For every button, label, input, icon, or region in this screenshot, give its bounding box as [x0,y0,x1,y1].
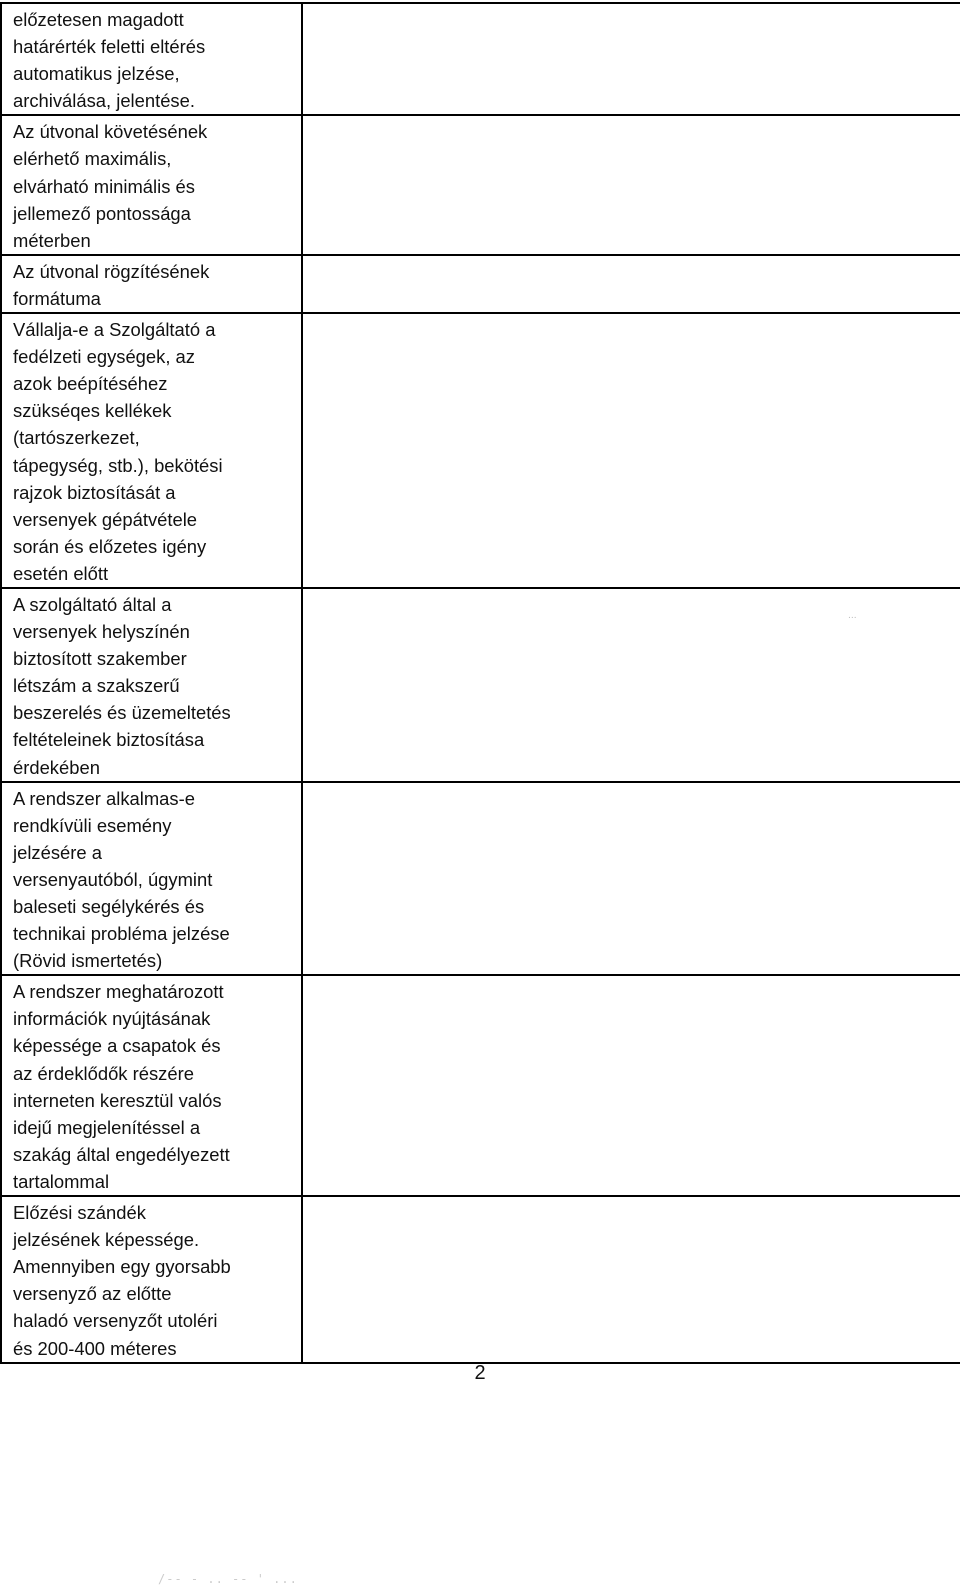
criterion-line: esetén előtt [13,562,109,584]
criterion-cell [1,975,302,1196]
criterion-text [2,256,301,312]
criterion-cell [1,255,302,313]
criterion-line: technikai probléma jelzése [13,923,230,945]
answer-cell[interactable] [302,782,960,976]
criterion-line: létszám a szakszerű [13,675,180,697]
criterion-line: haladó versenyzőt utoléri [13,1310,218,1332]
criterion-line: A rendszer alkalmas-e [13,787,195,809]
table-row [1,782,960,976]
criterion-line: Amennyiben egy gyorsabb [13,1256,231,1278]
table-row [1,975,960,1196]
criterion-line: A szolgáltató által a [13,593,172,615]
criterion-line: A rendszer meghatározott [13,981,224,1003]
criterion-line: határérték feletti eltérés [13,36,206,58]
answer-cell[interactable] [302,588,960,782]
answer-cell[interactable] [302,3,960,115]
criterion-text [2,314,301,587]
criterion-line: információk nyújtásának [13,1008,211,1030]
criterion-line: versenyautóból, úgymint [13,868,213,890]
criterion-line: (Rövid ismertetés) [13,950,163,972]
criterion-text [2,116,301,253]
criterion-line: baleseti segélykérés és [13,896,205,917]
criterion-line: és 200-400 méteres [13,1337,177,1359]
criterion-line: Az útvonal követésének [13,121,208,143]
criterion-line: Az útvonal rögzítésének [13,260,210,282]
criterion-line: szakág által engedélyezett [13,1143,230,1165]
footer-scan-mark: /-- - .. -- ' ... [158,1572,298,1586]
criterion-line: rajzok biztosítását a [13,481,176,503]
criterion-line: érdekében [13,756,100,778]
table-row [1,313,960,588]
criterion-line: versenyző az előtte [13,1283,172,1305]
page-number: 2 [474,1362,486,1384]
criterion-cell [1,115,302,254]
answer-cell[interactable] [302,255,960,313]
criterion-line: jellemező pontossága [13,202,191,224]
criterion-line: versenyek gépátvétele [13,508,198,530]
criterion-line: Előzési szándék [13,1202,146,1224]
table-row [1,255,960,313]
criterion-line: azok beépítéséhez [13,373,168,395]
criterion-line: jelzésére a [13,841,102,863]
criterion-line: rendkívüli esemény [13,814,172,836]
criterion-line: méterben [13,229,91,251]
criterion-line: interneten keresztül valós [13,1089,222,1111]
criterion-line: feltételeinek biztosítása [13,729,205,751]
table-row [1,3,960,115]
criterion-line: biztosított szakember [13,648,187,670]
table-row [1,1196,960,1363]
criterion-line: tartalommal [13,1170,110,1192]
criterion-line: során és előzetes igény [13,535,207,557]
criterion-line: idejű megjelenítéssel a [13,1116,201,1138]
answer-cell[interactable] [302,975,960,1196]
table-row [1,115,960,254]
criterion-text [2,4,301,114]
criterion-line: beszerelés és üzemeltetés [13,702,231,724]
criterion-line: előzetesen magadott [13,9,184,30]
criterion-text [2,783,301,975]
criterion-cell [1,313,302,588]
criterion-line: automatikus jelzése, [13,63,180,85]
criterion-line: szükséqes kellékek [13,400,172,422]
table-body [1,3,960,1363]
answer-cell[interactable] [302,1196,960,1363]
criterion-cell [1,1196,302,1363]
criterion-cell [1,3,302,115]
criterion-line: képessége a csapatok és [13,1035,221,1057]
form-table [0,2,960,1364]
criterion-line: tápegység, stb.), bekötési [13,454,223,476]
answer-cell[interactable] [302,313,960,588]
criterion-line: Vállalja-e a Szolgáltató a [13,319,216,341]
criterion-line: az érdeklődők részére [13,1062,194,1084]
answer-cell[interactable] [302,115,960,254]
criterion-line: jelzésének képessége. [13,1229,200,1251]
criterion-text [2,1197,301,1362]
criterion-line: elvárható minimális és [13,175,195,197]
criterion-line: formátuma [13,287,101,309]
criterion-line: archiválása, jelentése. [13,90,195,112]
answer-cell-mark: ... [848,610,857,621]
criterion-line: versenyek helyszínén [13,621,190,643]
table-row [1,588,960,782]
criterion-line: fedélzeti egységek, az [13,346,195,368]
criterion-cell [1,782,302,976]
criterion-line: (tartószerkezet, [13,427,140,449]
criterion-line: elérhető maximális, [13,148,172,170]
criterion-cell [1,588,302,782]
criterion-text [2,976,301,1195]
criterion-text [2,589,301,781]
